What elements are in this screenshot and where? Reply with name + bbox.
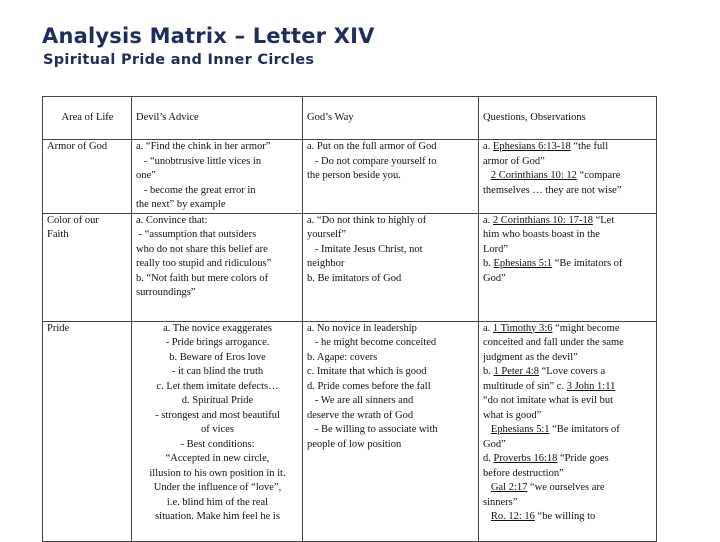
cell-line: b. “Not faith but mere colors of <box>136 272 269 284</box>
header-devils-advice: Devil’s Advice <box>132 97 303 140</box>
cell-gods-way <box>303 140 479 214</box>
cell-line: people of low position <box>307 438 402 450</box>
cell-line: God” <box>483 438 506 450</box>
cell-line: really too stupid and ridiculous” <box>136 258 272 269</box>
cell-line: Ro. 12: 16 “be willing to <box>490 511 596 522</box>
cell-line: Lord” <box>483 243 509 255</box>
cell-line: - Be willing to associate with <box>307 424 438 435</box>
cell-questions <box>479 213 657 321</box>
cell-line: - “assumption that outsiders <box>136 229 257 240</box>
cell-line: - strongest and most beautiful <box>155 409 280 421</box>
cell-line: Under the influence of “love”, <box>153 482 282 493</box>
cell-line: d. Proverbs 16:18 “Pride goes <box>483 453 609 464</box>
cell-devils-advice <box>132 321 303 541</box>
cell-line: - “unobtrusive little vices in <box>136 155 262 167</box>
cell-gods-way <box>303 321 479 541</box>
table-row <box>43 321 657 541</box>
cell-line: God” <box>483 272 506 284</box>
cell-line: Color of our <box>47 214 99 226</box>
table-row <box>43 140 657 214</box>
cell-line: Ephesians 5:1 “Be imitators of <box>490 424 620 435</box>
cell-line: what is good” <box>483 409 542 421</box>
cell-area <box>43 213 132 321</box>
cell-line: one” <box>136 170 156 181</box>
header-area-of-life: Area of Life <box>43 97 132 140</box>
cell-line: - he might become conceited <box>307 337 437 348</box>
cell-line: Gal 2:17 “we ourselves are <box>490 482 605 493</box>
cell-line: yourself” <box>307 229 347 240</box>
cell-line: conceited and fall under the same <box>483 337 624 348</box>
cell-area <box>43 140 132 214</box>
cell-line: who do not share this belief are <box>136 243 268 255</box>
cell-line: Faith <box>47 229 69 240</box>
cell-gods-way <box>303 213 479 321</box>
cell-line: b. Beware of Eros love <box>169 351 266 363</box>
table-row <box>43 213 657 321</box>
cell-line: a. No novice in leadership <box>307 322 417 334</box>
cell-line: d. Spiritual Pride <box>181 395 254 406</box>
cell-line: - Do not compare yourself to <box>307 155 437 167</box>
cell-questions <box>479 321 657 541</box>
cell-devils-advice <box>132 140 303 214</box>
cell-line: Pride <box>47 322 70 334</box>
cell-line: c. Imitate that which is good <box>307 366 427 377</box>
header-questions-observations: Questions, Observations <box>479 97 657 140</box>
cell-line: a. Convince that: <box>136 214 208 226</box>
cell-line: armor of God” <box>483 155 545 167</box>
cell-line: b. Be imitators of God <box>307 272 402 284</box>
cell-devils-advice <box>132 213 303 321</box>
cell-line: the person beside you. <box>307 170 401 181</box>
cell-line: b. Ephesians 5:1 “Be imitators of <box>483 258 623 269</box>
cell-line: a. “Do not think to highly of <box>307 214 427 226</box>
slide-title: Analysis Matrix – Letter XIV <box>42 24 375 48</box>
cell-line: illusion to his own position in it. <box>149 467 286 479</box>
cell-line: multitude of sin” c. 3 John 1:11 <box>483 380 616 392</box>
cell-line: a. The novice exaggerates <box>163 322 272 334</box>
cell-line: i.e. blind him of the real <box>166 496 269 508</box>
cell-line: a. Put on the full armor of God <box>307 141 437 152</box>
cell-line: b. 1 Peter 4:8 “Love covers a <box>483 366 606 377</box>
cell-line: - Best conditions: <box>180 438 255 450</box>
cell-line: deserve the wrath of God <box>307 409 414 421</box>
cell-line: a. 2 Corinthians 10: 17-18 “Let <box>483 214 615 226</box>
cell-line: “Accepted in new circle, <box>165 453 270 464</box>
table-header-row <box>43 97 657 140</box>
cell-line: the next” by example <box>136 199 226 210</box>
cell-line: judgment as the devil” <box>483 351 578 363</box>
analysis-matrix-table <box>42 96 657 542</box>
cell-line: - it can blind the truth <box>171 366 264 377</box>
cell-questions <box>479 140 657 214</box>
cell-line: of vices <box>201 424 234 435</box>
cell-line: “do not imitate what is evil but <box>483 395 614 406</box>
cell-line: a. “Find the chink in her armor” <box>136 141 271 152</box>
cell-line: a. 1 Timothy 3:6 “might become <box>483 322 620 334</box>
cell-line: d. Pride comes before the fall <box>307 380 431 392</box>
cell-line: surroundings” <box>136 287 196 298</box>
cell-line: 2 Corinthians 10: 12 “compare <box>490 170 621 181</box>
cell-line: - We are all sinners and <box>307 395 414 406</box>
slide-subtitle: Spiritual Pride and Inner Circles <box>43 52 315 68</box>
cell-line: him who boasts boast in the <box>483 229 600 240</box>
cell-line: - Imitate Jesus Christ, not <box>307 243 423 255</box>
cell-area <box>43 321 132 541</box>
cell-line: a. Ephesians 6:13-18 “the full <box>483 141 609 152</box>
cell-line: - Pride brings arrogance. <box>165 337 270 348</box>
cell-line: Armor of God <box>47 141 108 152</box>
cell-line: c. Let them imitate defects… <box>156 380 279 392</box>
cell-line: situation. Make him feel he is <box>155 511 280 522</box>
cell-line: sinners” <box>483 496 518 508</box>
cell-line: - become the great error in <box>136 184 256 196</box>
cell-line: b. Agape: covers <box>307 351 378 363</box>
cell-line: before destruction” <box>483 467 564 479</box>
header-gods-way: God’s Way <box>303 97 479 140</box>
cell-line: themselves … they are not wise” <box>483 184 622 196</box>
cell-line: neighbor <box>307 258 345 269</box>
